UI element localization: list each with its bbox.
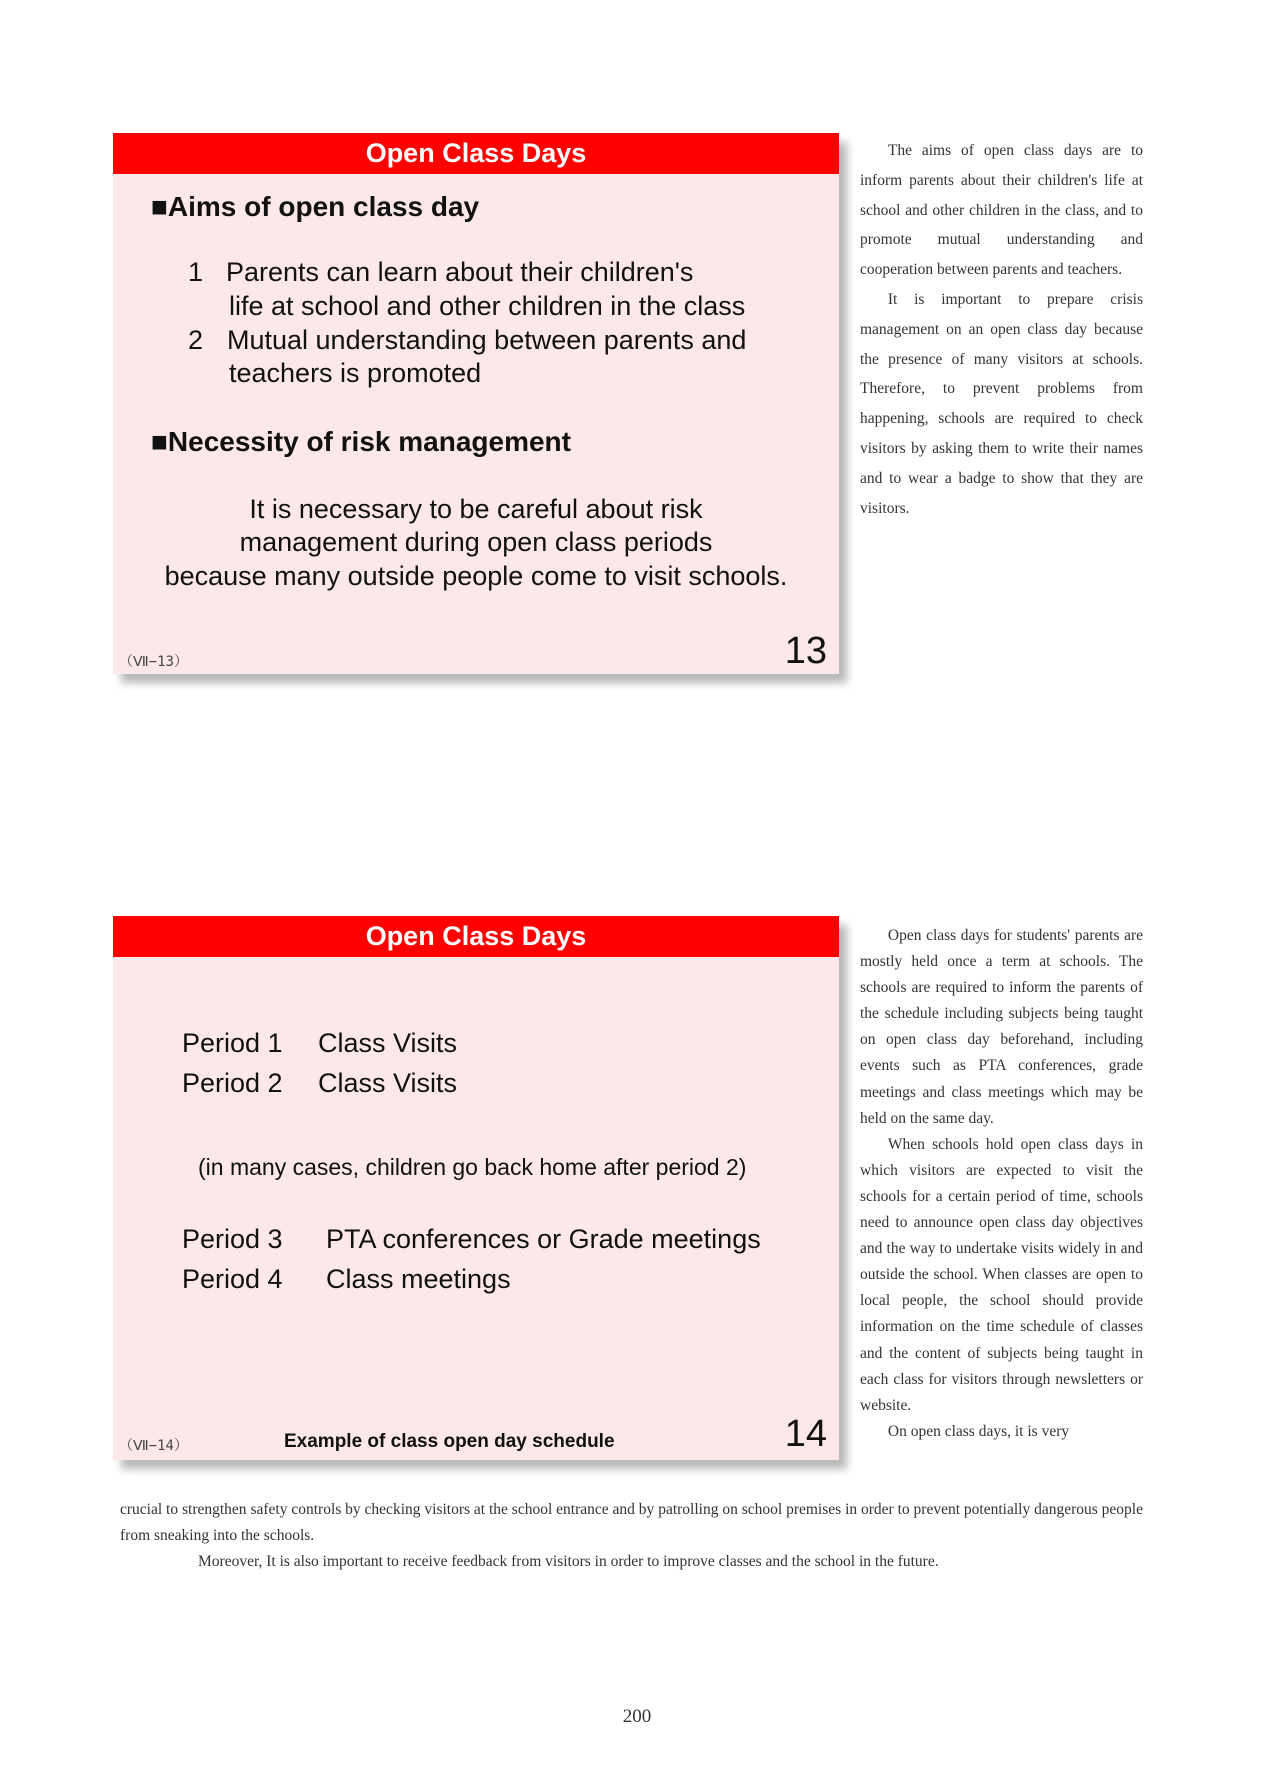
risk-line-1: It is necessary to be careful about risk	[249, 494, 703, 524]
side-text-2	[860, 923, 1143, 1445]
side-paragraph: When schools hold open class days in which visitors are expected to visit the schools for a certain period of time, schools need to announce open class day objectives and the way to undertake visits widely in and outside the school. When classes are open to local people, the school should provide information on the time schedule of classes and the content of subjects being taught in each class for visitors through newsletters or website.	[860, 1135, 1143, 1414]
period-2-label: Period 2	[182, 1068, 283, 1098]
side-paragraph: The aims of open class days are to inform parents about their children's life at school and other children in the class, and to promote mutual understanding and cooperation between parents and teachers.	[860, 142, 1143, 279]
side-paragraph: It is important to prepare crisis management on an open class day because the presence of many visitors at schools. Therefore, to prevent problems from happening, schools are required to check visitors by asking them to write their names and to wear a badge to show that they are visitors.	[860, 290, 1143, 517]
wide-paragraph-final: Moreover, It is also important to receive feedback from visitors in order to improve classes and the school in the future.	[198, 1553, 939, 1570]
risk-line-3: because many outside people come to visit schools.	[164, 561, 788, 591]
slide-title: Open Class Days	[113, 133, 839, 174]
slide-title: Open Class Days	[113, 916, 839, 957]
slide-number: 13	[784, 630, 827, 672]
period-1-value: Class Visits	[318, 1028, 458, 1058]
wide-paragraph-continuation: crucial to strengthen safety controls by checking visitors at the school entrance and by patrolling on school premises in order to prevent potentially dangerous people from sneaking into the schools.	[120, 1501, 1143, 1544]
period-1-label: Period 1	[182, 1028, 283, 1058]
aim-1-line-2: life at school and other children in the class	[229, 291, 746, 321]
aims-heading: ■Aims of open class day	[151, 191, 480, 222]
risk-line-2: management during open class periods	[239, 527, 713, 557]
aim-1-number: 1	[188, 257, 204, 287]
slide-code: （Ⅶ−13）	[119, 654, 188, 670]
period-3-label: Period 3	[182, 1224, 283, 1254]
period-2-value: Class Visits	[318, 1068, 458, 1098]
slide-caption: Example of class open day schedule	[284, 1431, 615, 1452]
slide-14	[113, 916, 839, 1460]
aim-2-line-2: teachers is promoted	[229, 358, 482, 388]
aim-2-line-1: Mutual understanding between parents and	[227, 325, 747, 355]
page-number: 200	[622, 1706, 652, 1727]
slide-code: （Ⅶ−14）	[119, 1438, 188, 1454]
slide-13	[113, 133, 839, 674]
schedule-note: (in many cases, children go back home after period 2)	[198, 1154, 747, 1180]
period-4-label: Period 4	[182, 1264, 283, 1294]
slide-number: 14	[784, 1413, 827, 1455]
period-3-value: PTA conferences or Grade meetings	[326, 1224, 761, 1254]
aim-2-number: 2	[188, 325, 204, 355]
risk-heading: ■Necessity of risk management	[151, 426, 571, 457]
period-4-value: Class meetings	[326, 1264, 511, 1294]
side-text-1	[860, 136, 1143, 523]
side-paragraph: On open class days, it is very	[887, 1422, 1070, 1440]
aim-1-line-1: Parents can learn about their children's	[226, 257, 694, 287]
side-paragraph: Open class days for students' parents are mostly held once a term at schools. The schools are required to inform the parents of the schedule including subjects being taught on open class day beforehand, including events such as PTA conferences, grade meetings and class meetings which may be held on the same day.	[860, 927, 1143, 1127]
